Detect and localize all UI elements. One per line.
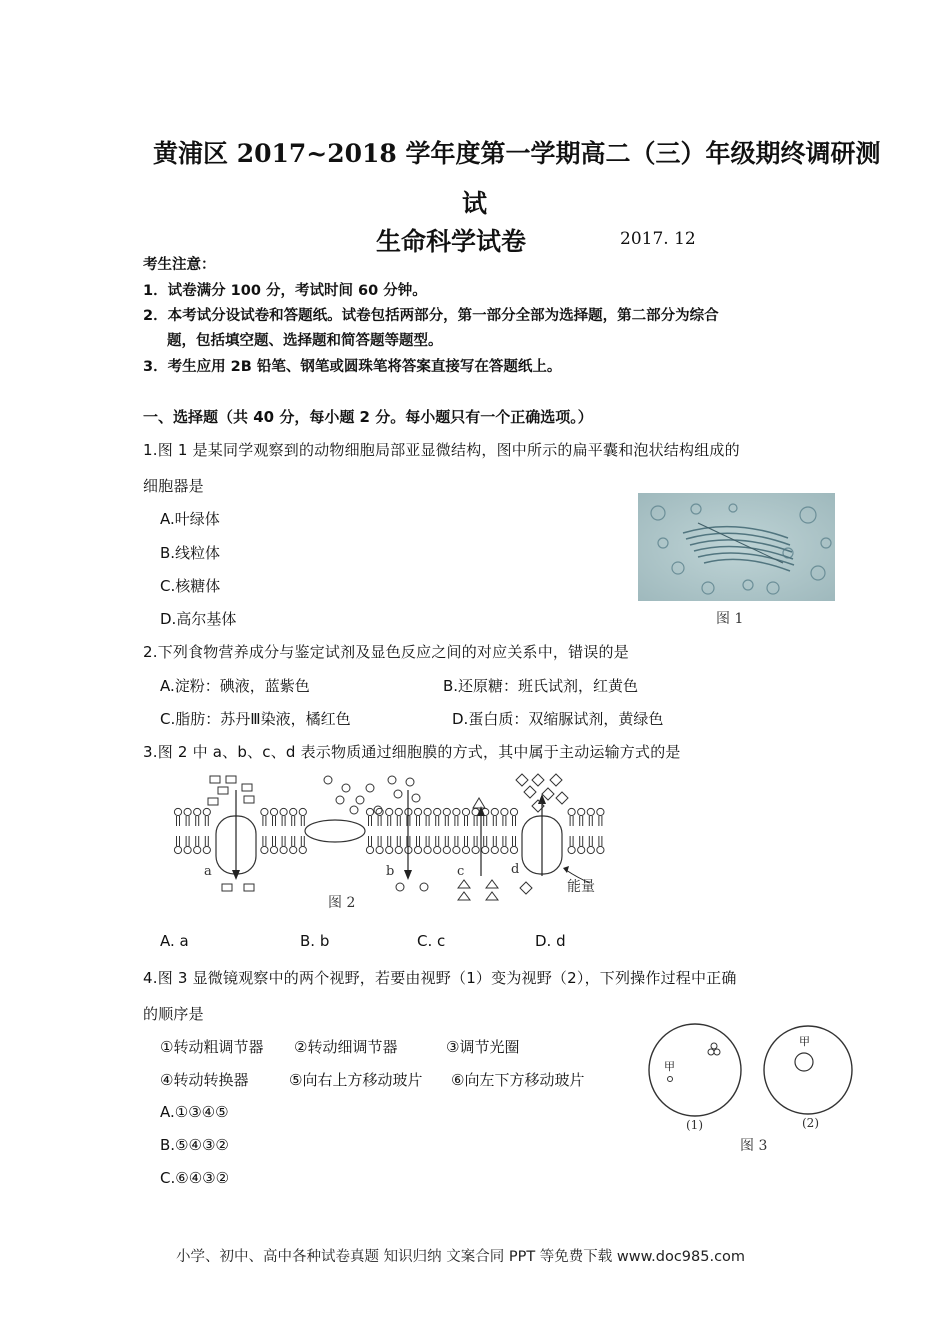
q2-option-b: B.还原糖：班氏试剂，红黄色 [443, 677, 639, 695]
notice-heading: 考生注意： [143, 257, 216, 273]
page-title-continued: 试 [462, 189, 488, 218]
q1-stem: 1.图 1 是某同学观察到的动物细胞局部亚显微结构，图中所示的扁平囊和泡状结构组成的 [143, 441, 740, 459]
field-1-jia-label: 甲 [664, 1060, 675, 1073]
page-title: 黄浦区 2017~2018 学年度第一学期高二（三）年级期终调研测 [153, 139, 881, 168]
q4-op-2: ②转动细调节器 [294, 1038, 398, 1056]
figure-3-fields [645, 1018, 860, 1123]
notice-item-2: 2．本考试分设试卷和答题纸。试卷包括两部分，第一部分全部为选择题，第二部分为综合 [143, 308, 719, 324]
section-heading: 一、选择题（共 40 分，每小题 2 分。每小题只有一个正确选项。） [143, 408, 593, 426]
q4-op-3: ③调节光圈 [446, 1038, 520, 1056]
q4-op-1: ①转动粗调节器 [160, 1038, 264, 1056]
q4-option-c: C.⑥④③② [160, 1169, 230, 1187]
footer-text: 小学、初中、高中各种试卷真题 知识归纳 文案合同 PPT 等免费下载 www.doc985.com [176, 1249, 746, 1265]
q3-option-c: C. c [417, 932, 446, 950]
q3-option-a: A. a [160, 932, 189, 950]
q1-option-b: B.线粒体 [160, 544, 221, 562]
q4-stem-cont: 的顺序是 [143, 1005, 204, 1023]
field-2-jia-label: 甲 [799, 1035, 810, 1048]
q4-option-b: B.⑤④③② [160, 1136, 229, 1154]
q4-option-a: A.①③④⑤ [160, 1103, 229, 1121]
q4-stem: 4.图 3 显微镜观察中的两个视野，若要由视野（1）变为视野（2），下列操作过程中正确 [143, 969, 737, 987]
figure-2-energy-label: 能量 [567, 879, 595, 895]
exam-date: 2017. 12 [620, 229, 696, 249]
q1-stem-cont: 细胞器是 [143, 477, 204, 495]
q2-option-a: A.淀粉：碘液，蓝紫色 [160, 677, 310, 695]
q3-stem: 3.图 2 中 a、b、c、d 表示物质通过细胞膜的方式，其中属于主动运输方式的是 [143, 743, 681, 761]
q4-op-5: ⑤向右上方移动玻片 [289, 1071, 423, 1089]
notice-item-2-cont: 题，包括填空题、选择题和简答题等题型。 [167, 333, 443, 349]
field-1-label: (1) [686, 1118, 703, 1132]
q3-option-d: D. d [535, 932, 566, 950]
q2-option-c: C.脂肪：苏丹Ⅲ染液，橘红色 [160, 710, 351, 728]
q4-op-6: ⑥向左下方移动玻片 [451, 1071, 585, 1089]
figure-2-label-d: d [511, 862, 520, 877]
figure-2-label-c: c [457, 864, 465, 879]
figure-3-caption: 图 3 [740, 1138, 768, 1154]
q2-stem: 2.下列食物营养成分与鉴定试剂及显色反应之间的对应关系中，错误的是 [143, 643, 629, 661]
field-2-label: (2) [802, 1116, 819, 1130]
figure-2-label-b: b [386, 864, 395, 879]
q2-option-d: D.蛋白质：双缩脲试剂，黄绿色 [452, 710, 664, 728]
figure-2-label-a: a [204, 864, 212, 879]
q1-option-d: D.高尔基体 [160, 610, 237, 628]
figure-1-micrograph [638, 493, 835, 601]
figure-2-membrane [170, 770, 620, 910]
notice-item-3: 3．考生应用 2B 铅笔、钢笔或圆珠笔将答案直接写在答题纸上。 [143, 359, 562, 375]
q4-op-4: ④转动转换器 [160, 1071, 249, 1089]
paper-subtitle: 生命科学试卷 [376, 227, 527, 256]
figure-2-caption: 图 2 [328, 895, 356, 911]
q1-option-c: C.核糖体 [160, 577, 221, 595]
figure-1-caption: 图 1 [716, 611, 744, 627]
q3-option-b: B. b [300, 932, 330, 950]
notice-item-1: 1．试卷满分 100 分，考试时间 60 分钟。 [143, 283, 427, 299]
q1-option-a: A.叶绿体 [160, 510, 220, 528]
